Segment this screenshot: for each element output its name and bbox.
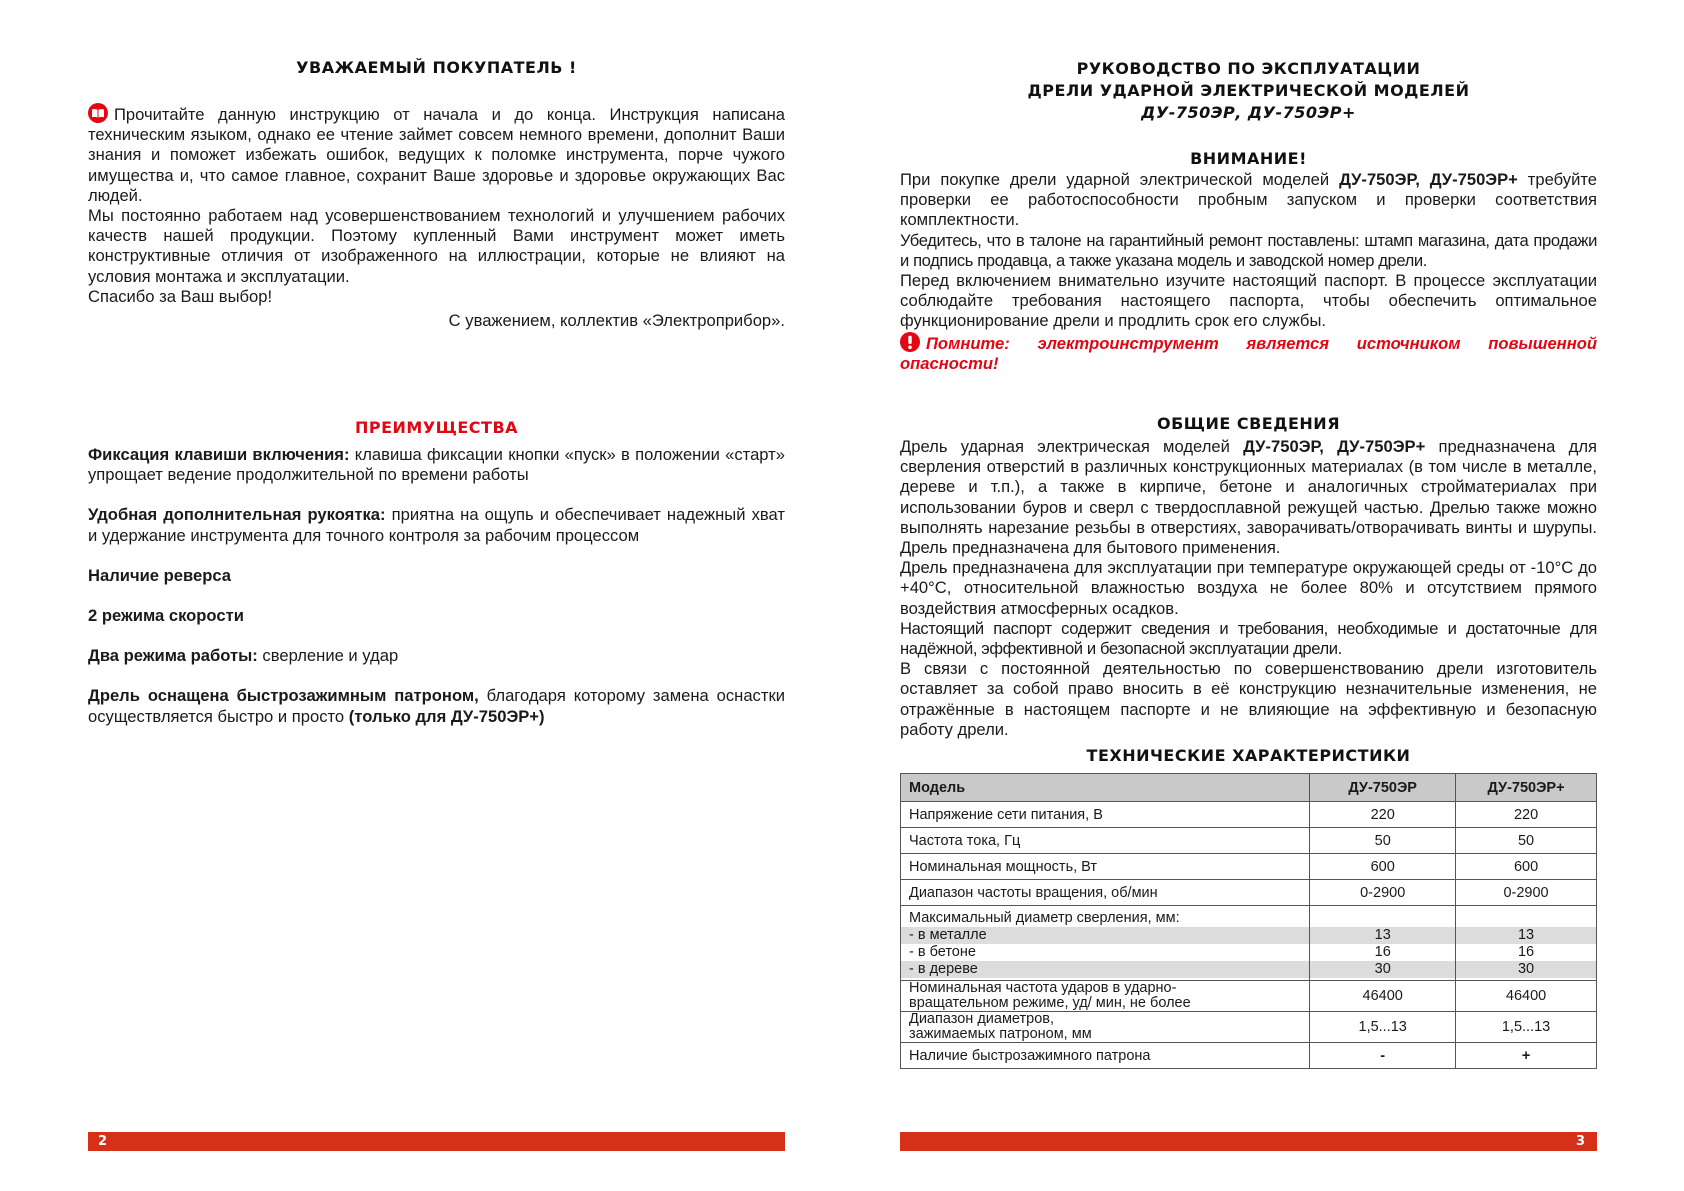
advantages-title: ПРЕИМУЩЕСТВА — [354, 418, 519, 437]
value-metal-2: 13 — [1456, 927, 1596, 944]
drill-diameter-labels — [901, 906, 1310, 981]
sub-label-wood: - в дереве — [901, 961, 1309, 978]
drill-diameter-values-2 — [1456, 906, 1597, 981]
general-paragraph-3: Настоящий паспорт содержит сведения и требования, необходимые и достаточные для надёжной, эффективной и безопасной эксплуатации дрели. — [900, 618, 1597, 659]
attention-paragraph-3: Перед включением внимательно изучите настоящий паспорт. В процессе эксплуатации соблюдайте требования настоящего паспорта, чтобы обеспечить оптимальное функционирование дрели и продлить срок его службы. — [900, 271, 1597, 331]
row-value-2: 1,5...13 — [1456, 1012, 1597, 1043]
specs-title: ТЕХНИЧЕСКИЕ ХАРАКТЕРИСТИКИ — [1086, 746, 1411, 765]
value-metal-1: 13 — [1310, 927, 1455, 944]
advantage-item: Наличие реверса — [88, 565, 231, 585]
general-info-section — [900, 437, 1597, 740]
header-model-1: ДУ-750ЭР — [1310, 774, 1456, 802]
manual-title — [900, 58, 1597, 124]
sub-label-concrete: - в бетоне — [909, 944, 976, 960]
advantage-item: Два режима работы: сверление и удар — [88, 646, 399, 666]
table-row-impact-rate — [901, 981, 1597, 1012]
attention-paragraph-1: При покупке дрели ударной электрической моделей ДУ-750ЭР, ДУ-750ЭР+ требуйте проверки ее работоспособности пробным запуском и проверки соответствия комплектности. — [900, 170, 1597, 230]
row-label: Номинальная мощность, Вт — [901, 854, 1310, 880]
table-row-drill-diameter — [901, 906, 1597, 981]
page-number: 3 — [1575, 1134, 1585, 1149]
intro-paragraph-1: Прочитайте данную инструкцию от начала и до конца. Инструкция написана техническим языком, однако ее чтение займет совсем немного времени, дополнит Ваши знания и поможет избежать ошибок, ведущих к поломке инструмента, порче чужого имущества и, что самое главное, сохранит Ваше здоровье и здоровье окружающих Вас людей. — [88, 105, 785, 205]
row-value-1: 220 — [1310, 802, 1456, 828]
row-value-2: 50 — [1456, 828, 1597, 854]
value-wood-2: 30 — [1456, 961, 1596, 978]
intro-paragraph-2: Мы постоянно работаем над усовершенствованием технологий и улучшением рабочих качеств нашей продукции. Поэтому купленный Вами инструмент может иметь конструктивные отличия от изображенного на иллюстрации, которые не влияют на условия монтажа и эксплуатации. — [88, 206, 785, 286]
exclamation-icon — [900, 332, 920, 352]
advantage-item: 2 режима скорости — [88, 606, 244, 626]
row-value-2: + — [1456, 1043, 1597, 1069]
general-paragraph-1: Дрель ударная электрическая моделей ДУ-750ЭР, ДУ-750ЭР+ предназначена для сверления отверстий в различных конструкционных материалах (в том числе в металле, дереве и т.п.), а также в кирпиче, бетоне и аналогичных стройматериалах при использовании буров и сверл с твердосплавной режущей частью. Дрелью также можно выполнять нарезание резьбы в отверстиях, заворачивать/отворачивать винты и шурупы. Дрель предназначена для бытового применения. — [900, 437, 1597, 558]
table-row — [901, 802, 1597, 828]
row-value-1: 0-2900 — [1310, 880, 1456, 906]
intro-section — [88, 103, 785, 331]
footer-bar-right — [900, 1132, 1597, 1151]
page-number: 2 — [98, 1134, 108, 1149]
advantage-item: Дрель оснащена быстрозажимным патроном, благодаря которому замена оснастки осуществляется быстро и просто (только для ДУ-750ЭР+) — [88, 686, 785, 726]
row-value-2: 46400 — [1456, 981, 1597, 1012]
header-model-2: ДУ-750ЭР+ — [1456, 774, 1597, 802]
value-wood-1: 30 — [1310, 961, 1455, 978]
row-label: Диапазон частоты вращения, об/мин — [901, 880, 1310, 906]
table-header-row — [901, 774, 1597, 802]
sub-label-metal: - в металле — [901, 927, 1309, 944]
row-label: Диапазон диаметров, зажимаемых патроном, мм — [901, 1012, 1310, 1043]
footer-bar-left — [88, 1132, 785, 1151]
row-value-1: 50 — [1310, 828, 1456, 854]
book-icon — [88, 103, 108, 123]
manual-title-line-2: ДРЕЛИ УДАРНОЙ ЭЛЕКТРИЧЕСКОЙ МОДЕЛЕЙ — [1027, 81, 1470, 100]
drill-group-label: Максимальный диаметр сверления, мм: — [909, 910, 1180, 926]
signature-text: С уважением, коллектив «Электроприбор». — [448, 311, 785, 331]
general-paragraph-4: В связи с постоянной деятельностью по совершенствованию дрели изготовитель оставляет за собой право вносить в её конструкцию незначительные изменения, не отражённые в настоящем паспорте и не влияющие на эффективную и безопасную работу дрели. — [900, 659, 1597, 739]
greeting-title: УВАЖАЕМЫЙ ПОКУПАТЕЛЬ ! — [296, 58, 577, 77]
thanks-text: Спасибо за Ваш выбор! — [88, 286, 273, 306]
table-row — [901, 828, 1597, 854]
row-value-1: 1,5...13 — [1310, 1012, 1456, 1043]
table-row — [901, 880, 1597, 906]
row-value-1: 46400 — [1310, 981, 1456, 1012]
attention-title: ВНИМАНИЕ! — [1190, 149, 1307, 168]
specs-table — [900, 773, 1597, 1069]
row-value-2: 600 — [1456, 854, 1597, 880]
table-row-quick-chuck — [901, 1043, 1597, 1069]
advantages-list — [88, 445, 785, 747]
row-label: Номинальная частота ударов в ударно- вращательном режиме, уд/ мин, не более — [901, 981, 1310, 1012]
manual-title-line-3: ДУ-750ЭР, ДУ-750ЭР+ — [1141, 103, 1356, 122]
row-value-2: 220 — [1456, 802, 1597, 828]
advantage-item: Фиксация клавиши включения: клавиша фиксации кнопки «пуск» в положении «старт» упрощает ведение продолжительной по времени работы — [88, 445, 785, 485]
attention-paragraph-2: Убедитесь, что в талоне на гарантийный ремонт поставлены: штамп магазина, дата продажи и подпись продавца, а также указана модель и заводской номер дрели. — [900, 230, 1597, 270]
general-info-title: ОБЩИЕ СВЕДЕНИЯ — [1156, 414, 1341, 433]
value-concrete-2: 16 — [1517, 944, 1535, 960]
row-label: Частота тока, Гц — [901, 828, 1310, 854]
general-paragraph-2: Дрель предназначена для эксплуатации при температуре окружающей среды от -10°С до +40°С, относительной влажностью воздуха не более 80% и отсутствием прямого воздействия атмосферных осадков. — [900, 558, 1597, 618]
attention-section — [900, 170, 1597, 374]
row-value-2: 0-2900 — [1456, 880, 1597, 906]
row-value-1: - — [1310, 1043, 1456, 1069]
drill-diameter-values-1 — [1310, 906, 1456, 981]
row-label: Наличие быстрозажимного патрона — [901, 1043, 1310, 1069]
manual-title-line-1: РУКОВОДСТВО ПО ЭКСПЛУАТАЦИИ — [1076, 59, 1421, 78]
value-concrete-1: 16 — [1374, 944, 1391, 960]
table-row-chuck-range — [901, 1012, 1597, 1043]
row-label: Напряжение сети питания, В — [901, 802, 1310, 828]
advantage-item: Удобная дополнительная рукоятка: приятна на ощупь и обеспечивает надежный хват и удержание инструмента для точного контроля за рабочим процессом — [88, 505, 785, 545]
table-row — [901, 854, 1597, 880]
row-value-1: 600 — [1310, 854, 1456, 880]
header-model: Модель — [901, 774, 1310, 802]
warning-text: Помните: электроинструмент является источником повышенной опасности! — [900, 333, 1597, 373]
